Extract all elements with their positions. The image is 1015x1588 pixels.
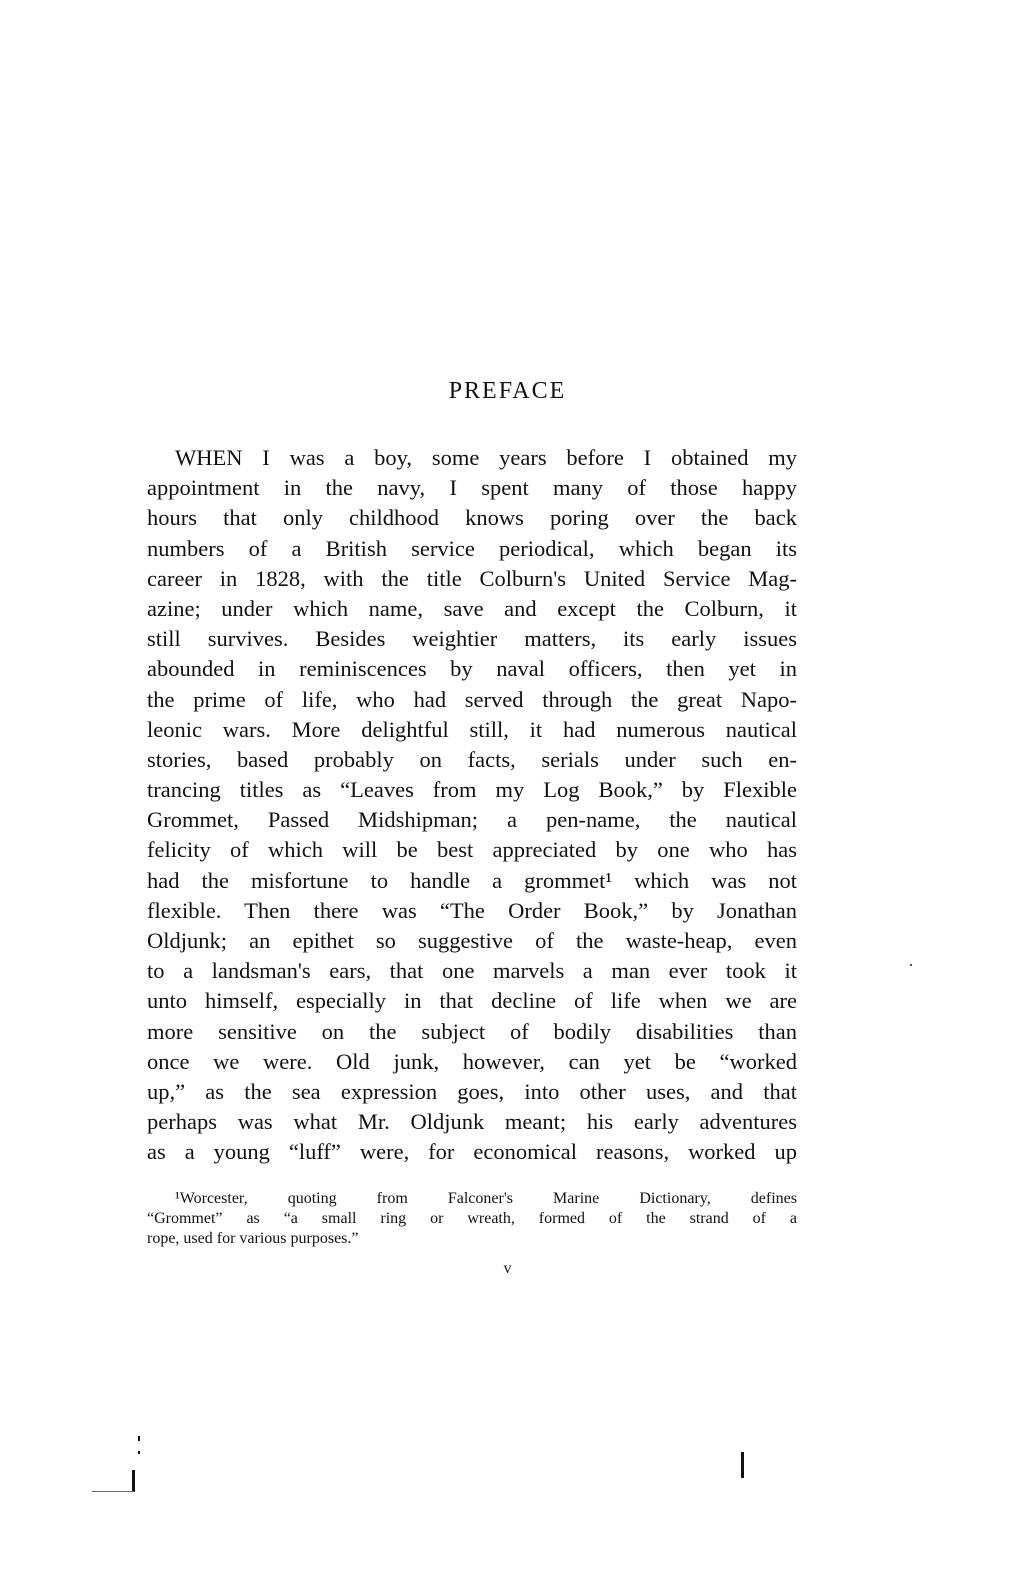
body-line: Grommet, Passed Midshipman; a pen-name, the nautical [147, 807, 797, 833]
body-line: once we were. Old junk, however, can yet be “worked [147, 1048, 797, 1074]
body-line: career in 1828, with the title Colburn's United Service Mag- [147, 565, 797, 591]
scan-artifact-mark [138, 1436, 140, 1441]
body-line: leonic wars. More delightful still, it had numerous nautical [147, 716, 797, 742]
footnote-line: rope, used for various purposes.” [147, 1230, 359, 1247]
body-line: appointment in the navy, I spent many of those happy [147, 475, 797, 501]
body-line: as a young “luff” were, for economical reasons, worked up [147, 1139, 797, 1165]
body-line: stories, based probably on facts, serials under such en- [147, 746, 797, 772]
body-line: up,” as the sea expression goes, into other uses, and that [147, 1078, 797, 1104]
body-line: flexible. Then there was “The Order Book,” by Jonathan [147, 897, 797, 923]
body-line: more sensitive on the subject of bodily disabilities than [147, 1018, 797, 1044]
body-line: felicity of which will be best appreciated by one who has [147, 837, 797, 863]
body-line: abounded in reminiscences by naval officers, then yet in [147, 656, 797, 682]
body-line: unto himself, especially in that decline of life when we are [147, 988, 797, 1014]
body-line: WHEN I was a boy, some years before I obtained my [175, 445, 797, 470]
body-line: the prime of life, who had served through the great Napo- [147, 686, 797, 712]
body-line: numbers of a British service periodical, which began its [147, 535, 797, 561]
footnote-line: ¹Worcester, quoting from Falconer's Marine Dictionary, defines [175, 1190, 797, 1207]
scan-artifact-mark [138, 1451, 140, 1454]
page-number: v [503, 1260, 512, 1277]
preface-body [147, 443, 797, 1168]
footnote-line: “Grommet” as “a small ring or wreath, formed of the strand of a [147, 1210, 797, 1227]
body-line: perhaps was what Mr. Oldjunk meant; his early adventures [147, 1109, 797, 1135]
body-line: hours that only childhood knows poring over the back [147, 505, 797, 531]
body-line: azine; under which name, save and except the Colburn, it [147, 595, 797, 621]
body-line: had the misfortune to handle a grommet¹ which was not [147, 867, 797, 893]
footnote [147, 1189, 797, 1249]
scan-artifact-mark [132, 1470, 135, 1492]
page-title: PREFACE [448, 378, 567, 404]
scan-artifact-mark [741, 1452, 744, 1478]
body-line: Oldjunk; an epithet so suggestive of the waste-heap, even [147, 928, 797, 953]
scan-artifact-mark [92, 1491, 134, 1492]
body-line: still survives. Besides weightier matters, its early issues [147, 626, 797, 652]
body-line: to a landsman's ears, that one marvels a man ever took it [147, 958, 797, 984]
body-line: trancing titles as “Leaves from my Log Book,” by Flexible [147, 777, 797, 803]
scan-artifact-mark [910, 964, 912, 966]
